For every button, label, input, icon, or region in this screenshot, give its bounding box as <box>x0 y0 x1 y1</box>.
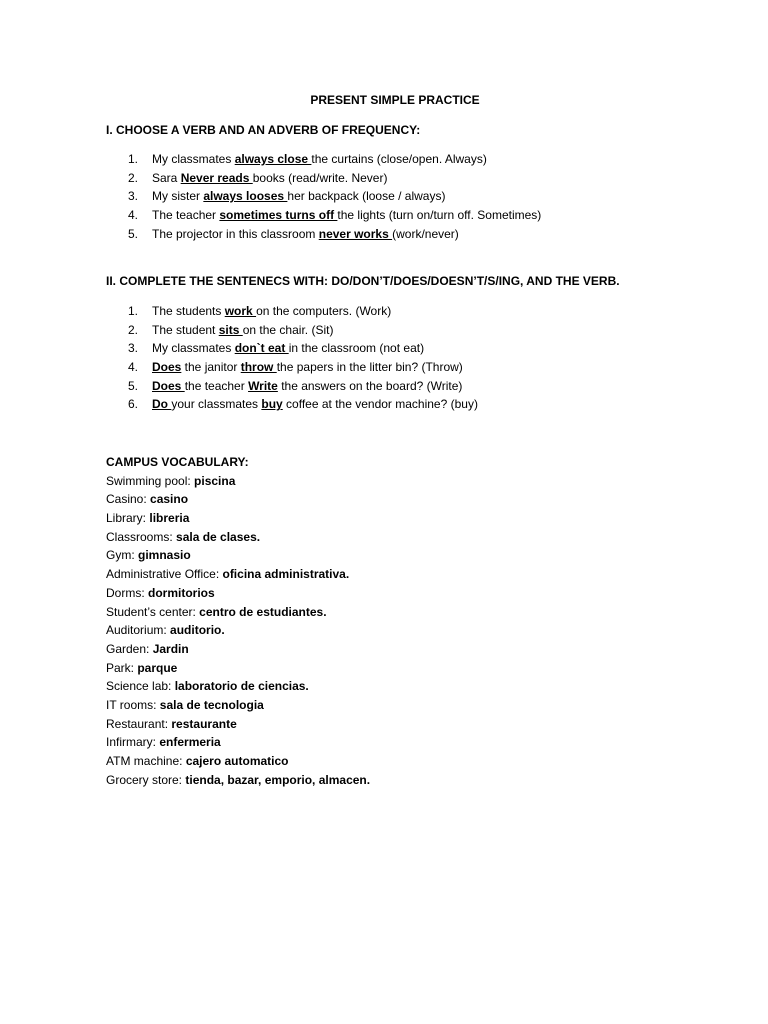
vocab-english: IT rooms: <box>106 697 160 712</box>
list-item <box>106 187 541 206</box>
vocabulary-item <box>106 733 370 752</box>
item-number: 5. <box>128 226 139 241</box>
item-number: 2. <box>128 170 139 185</box>
list-item <box>106 206 541 225</box>
vocab-english: Park: <box>106 660 138 675</box>
item-number: 6. <box>128 397 139 412</box>
vocab-english: Casino: <box>106 492 151 507</box>
vocab-spanish: dormitorios <box>148 585 215 600</box>
vocab-spanish: centro de estudiantes. <box>199 604 327 619</box>
item-number: 3. <box>128 189 139 204</box>
section1-list <box>106 150 541 243</box>
item-text: My classmates <box>152 341 235 356</box>
item-answer: work <box>224 304 257 318</box>
vocab-english: ATM machine: <box>106 754 186 768</box>
vocabulary-item <box>106 640 370 659</box>
item-text: The projector in this classroom <box>152 226 319 241</box>
item-answer: Write <box>248 378 278 393</box>
item-number: 3. <box>128 341 139 356</box>
vocabulary-item <box>106 771 370 790</box>
vocab-spanish: sala de clases. <box>176 529 261 544</box>
vocab-spanish: laboratorio de ciencias. <box>174 679 309 694</box>
vocabulary-item <box>106 752 370 771</box>
vocab-spanish: cajero automatico <box>185 754 289 768</box>
vocabulary-item <box>106 696 370 715</box>
page-title: PRESENT SIMPLE PRACTICE <box>310 93 480 107</box>
item-answer: buy <box>261 397 283 412</box>
vocabulary-item <box>106 584 370 603</box>
section2-list <box>106 302 478 414</box>
list-item <box>106 225 541 244</box>
list-item <box>106 150 541 169</box>
vocabulary-item <box>106 509 370 528</box>
item-answer: Never reads <box>180 170 253 185</box>
item-text: (work/never) <box>392 226 459 241</box>
vocab-english: Garden: <box>106 641 153 656</box>
vocabulary-item <box>106 546 370 565</box>
vocab-spanish: libreria <box>149 511 190 526</box>
item-number: 2. <box>128 322 139 337</box>
list-item <box>106 377 478 396</box>
vocab-spanish: restaurante <box>171 716 237 731</box>
item-number: 4. <box>128 360 139 375</box>
vocabulary-item <box>106 528 370 547</box>
vocab-spanish: gimnasio <box>138 548 191 563</box>
vocab-english: Administrative Office: <box>106 567 223 582</box>
vocabulary-heading: CAMPUS VOCABULARY: <box>106 455 249 469</box>
item-text: the answers on the board? (Write) <box>277 378 463 393</box>
section2-heading: II. COMPLETE THE SENTENECS WITH: DO/DON’T/DOES/DOESN’T/S/ING, AND THE VERB. <box>106 274 620 288</box>
vocab-english: Infirmary: <box>106 735 160 750</box>
item-text: the teacher <box>184 378 249 393</box>
item-text: on the chair. (Sit) <box>242 322 334 337</box>
vocab-spanish: auditorio. <box>170 623 225 638</box>
vocab-english: Gym: <box>106 548 138 563</box>
list-item <box>106 395 478 414</box>
vocab-english: Restaurant: <box>106 716 172 731</box>
vocab-spanish: tienda, bazar, emporio, almacen. <box>185 772 371 787</box>
item-text: the janitor <box>181 360 241 375</box>
item-answer: sits <box>218 322 243 337</box>
item-answer: always close <box>234 152 312 166</box>
vocab-english: Auditorium: <box>106 623 171 638</box>
vocab-english: Grocery store: <box>106 772 186 787</box>
item-text: My sister <box>152 189 204 204</box>
item-text: her backpack (loose / always) <box>287 189 446 204</box>
item-number: 5. <box>128 378 139 393</box>
vocab-spanish: piscina <box>194 473 236 488</box>
list-item <box>106 302 478 321</box>
item-text: in the classroom (not eat) <box>288 341 425 356</box>
section1-heading: I. CHOOSE A VERB AND AN ADVERB OF FREQUENCY: <box>106 123 421 137</box>
vocab-spanish: oficina administrativa. <box>222 567 350 582</box>
list-item <box>106 358 478 377</box>
vocabulary-item <box>106 677 370 696</box>
item-answer: throw <box>240 360 277 375</box>
vocabulary-item <box>106 715 370 734</box>
item-text: coffee at the vendor machine? (buy) <box>282 397 478 412</box>
item-text: The teacher <box>152 208 220 223</box>
vocab-english: Student’s center: <box>106 604 200 619</box>
vocabulary-section <box>106 453 370 789</box>
vocab-spanish: Jardin <box>152 641 189 656</box>
item-text: books (read/write. Never) <box>252 170 388 185</box>
list-item <box>106 339 478 358</box>
vocabulary-item <box>106 472 370 491</box>
vocab-english: Swimming pool: <box>106 473 195 488</box>
item-answer: Do <box>152 397 172 412</box>
item-text: the papers in the litter bin? (Throw) <box>276 360 463 375</box>
vocab-spanish: casino <box>150 492 189 507</box>
vocab-english: Dorms: <box>106 585 148 600</box>
item-number: 1. <box>128 304 139 318</box>
item-text: on the computers. (Work) <box>256 304 392 318</box>
vocabulary-item <box>106 659 370 678</box>
list-item <box>106 321 478 340</box>
item-answer: Does <box>152 378 185 393</box>
item-answer: Does <box>152 360 182 375</box>
item-text: The students <box>152 304 225 318</box>
item-number: 4. <box>128 208 139 223</box>
item-text: The student <box>152 322 219 337</box>
item-number: 1. <box>128 152 139 166</box>
vocab-english: Library: <box>106 511 150 526</box>
vocabulary-item <box>106 603 370 622</box>
item-text: the curtains (close/open. Always) <box>311 152 487 166</box>
vocab-spanish: sala de tecnologia <box>159 697 264 712</box>
item-text: Sara <box>152 170 181 185</box>
item-text: your classmates <box>171 397 262 412</box>
item-answer: always looses <box>203 189 288 204</box>
list-item <box>106 169 541 188</box>
vocab-spanish: parque <box>137 660 178 675</box>
vocab-english: Classrooms: <box>106 529 177 544</box>
item-answer: never works <box>318 226 393 241</box>
item-answer: don`t eat <box>234 341 289 356</box>
vocabulary-item <box>106 490 370 509</box>
vocab-english: Science lab: <box>106 679 175 694</box>
item-text: My classmates <box>152 152 235 166</box>
item-text: the lights (turn on/turn off. Sometimes) <box>337 208 542 223</box>
vocabulary-item <box>106 621 370 640</box>
item-answer: sometimes turns off <box>219 208 338 223</box>
vocab-spanish: enfermeria <box>159 735 221 750</box>
vocabulary-item <box>106 565 370 584</box>
